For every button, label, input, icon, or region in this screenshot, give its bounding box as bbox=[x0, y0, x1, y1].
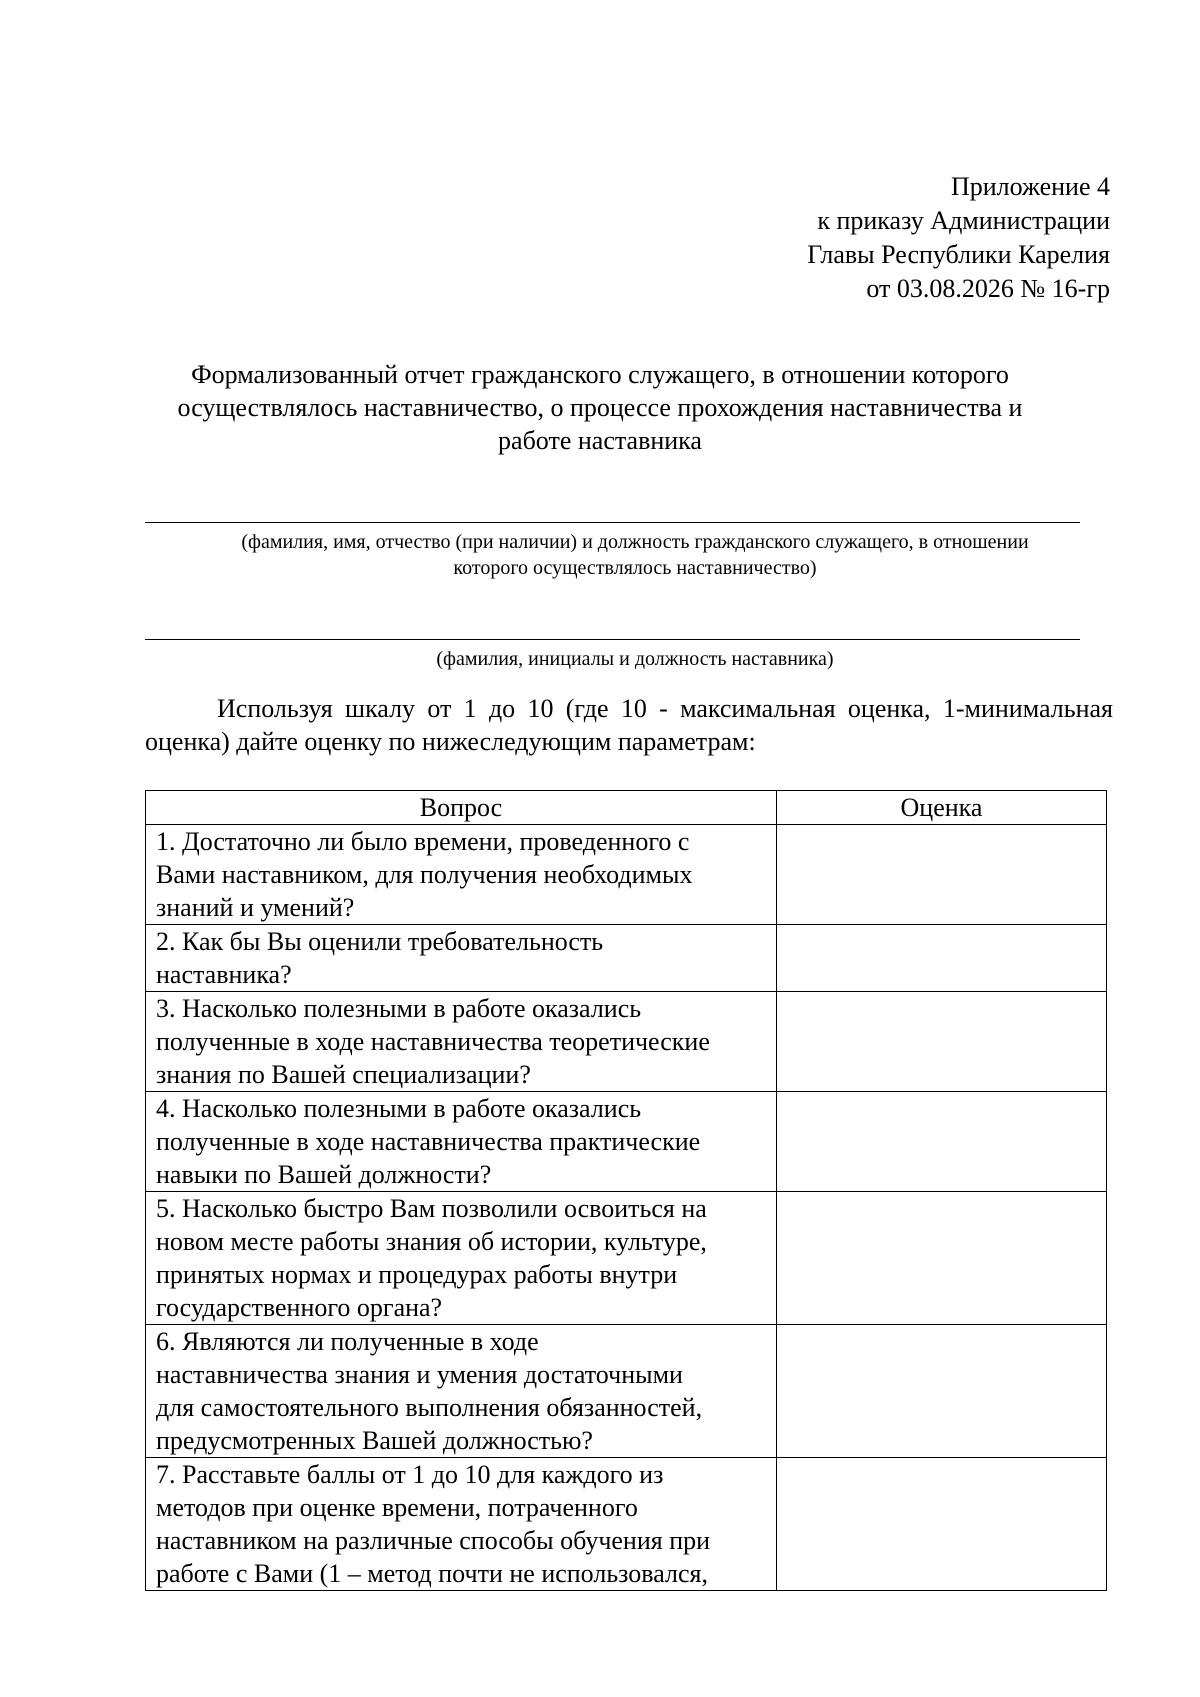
question-text-line: 4. Насколько полезными в работе оказались bbox=[156, 1094, 642, 1123]
question-text-line: 3. Насколько полезными в работе оказались bbox=[156, 994, 642, 1023]
title-line: Формализованный отчет гражданского служащего, в отношении которого bbox=[191, 360, 1009, 389]
table-header-row bbox=[146, 791, 1107, 825]
score-cell[interactable] bbox=[777, 1192, 1107, 1325]
employee-fill-line[interactable] bbox=[145, 522, 1080, 523]
instruction-paragraph: Используя шкалу от 1 до 10 (где 10 - максимальная оценка, 1-минимальная оценка) дайте оценку по нижеследующим параметрам: bbox=[145, 694, 1113, 756]
title-line: осуществлялось наставничество, о процессе прохождения наставничества и bbox=[177, 393, 1023, 422]
question-text-line: 6. Являются ли полученные в ходе bbox=[156, 1327, 539, 1356]
title-line: работе наставника bbox=[498, 426, 702, 455]
appendix-number: Приложение 4 bbox=[950, 172, 1110, 201]
question-text-line: 1. Достаточно ли было времени, проведенного с bbox=[156, 827, 690, 856]
table-row bbox=[146, 1092, 1107, 1192]
question-text-line: знания по Вашей специализации? bbox=[156, 1060, 531, 1089]
column-header-score: Оценка bbox=[777, 791, 1107, 825]
appendix-authority: Главы Республики Карелия bbox=[807, 240, 1110, 269]
question-text-line: 5. Насколько быстро Вам позволили освоиться на bbox=[156, 1194, 707, 1223]
score-cell[interactable] bbox=[777, 925, 1107, 992]
table-row bbox=[146, 1325, 1107, 1458]
question-cell bbox=[146, 925, 777, 992]
mentor-caption: (фамилия, инициалы и должность наставника) bbox=[436, 648, 834, 670]
question-cell bbox=[146, 1192, 777, 1325]
question-text-line: Вами наставником, для получения необходимых bbox=[156, 860, 693, 889]
table-row bbox=[146, 1458, 1107, 1591]
score-cell[interactable] bbox=[777, 1092, 1107, 1192]
score-cell[interactable] bbox=[777, 1325, 1107, 1458]
question-text-line: наставничества знания и умения достаточными bbox=[156, 1360, 683, 1389]
question-text-line: 2. Как бы Вы оценили требовательность bbox=[156, 927, 604, 956]
score-cell[interactable] bbox=[777, 1458, 1107, 1591]
appendix-order: к приказу Администрации bbox=[817, 206, 1110, 235]
question-cell bbox=[146, 1092, 777, 1192]
employee-caption bbox=[140, 529, 1130, 581]
caption-line: (фамилия, имя, отчество (при наличии) и должность гражданского служащего, в отношении bbox=[241, 531, 1029, 553]
question-text-line: предусмотренных Вашей должностью? bbox=[156, 1426, 593, 1455]
appendix-header bbox=[807, 170, 1110, 306]
column-header-question: Вопрос bbox=[146, 791, 777, 825]
document-title bbox=[140, 358, 1060, 457]
score-cell[interactable] bbox=[777, 992, 1107, 1092]
question-text-line: полученные в ходе наставничества практические bbox=[156, 1127, 701, 1156]
question-text-line: наставником на различные способы обучения при bbox=[156, 1526, 711, 1555]
question-text-line: работе с Вами (1 – метод почти не использовался, bbox=[156, 1559, 708, 1588]
question-text-line: навыки по Вашей должности? bbox=[156, 1160, 492, 1189]
question-cell bbox=[146, 1325, 777, 1458]
question-text-line: 7. Расставьте баллы от 1 до 10 для каждого из bbox=[156, 1460, 664, 1489]
table-row bbox=[146, 992, 1107, 1092]
question-text-line: принятых нормах и процедурах работы внутри bbox=[156, 1260, 678, 1289]
question-text-line: знаний и умений? bbox=[156, 893, 355, 922]
question-text-line: методов при оценке времени, потраченного bbox=[156, 1493, 638, 1522]
caption-line: которого осуществлялось наставничество) bbox=[453, 557, 817, 579]
table-row bbox=[146, 925, 1107, 992]
evaluation-table bbox=[145, 790, 1107, 1591]
question-cell bbox=[146, 1458, 777, 1591]
appendix-date: от 03.08.2026 № 16-гр bbox=[866, 274, 1110, 303]
question-text-line: новом месте работы знания об истории, культуре, bbox=[156, 1227, 707, 1256]
question-text-line: полученные в ходе наставничества теоретические bbox=[156, 1027, 710, 1056]
question-text-line: для самостоятельного выполнения обязанностей, bbox=[156, 1393, 703, 1422]
table-row bbox=[146, 825, 1107, 925]
question-cell bbox=[146, 825, 777, 925]
question-text-line: наставника? bbox=[156, 960, 292, 989]
table-row bbox=[146, 1192, 1107, 1325]
score-cell[interactable] bbox=[777, 825, 1107, 925]
question-text-line: государственного органа? bbox=[156, 1293, 443, 1322]
question-cell bbox=[146, 992, 777, 1092]
mentor-fill-line[interactable] bbox=[145, 639, 1080, 640]
